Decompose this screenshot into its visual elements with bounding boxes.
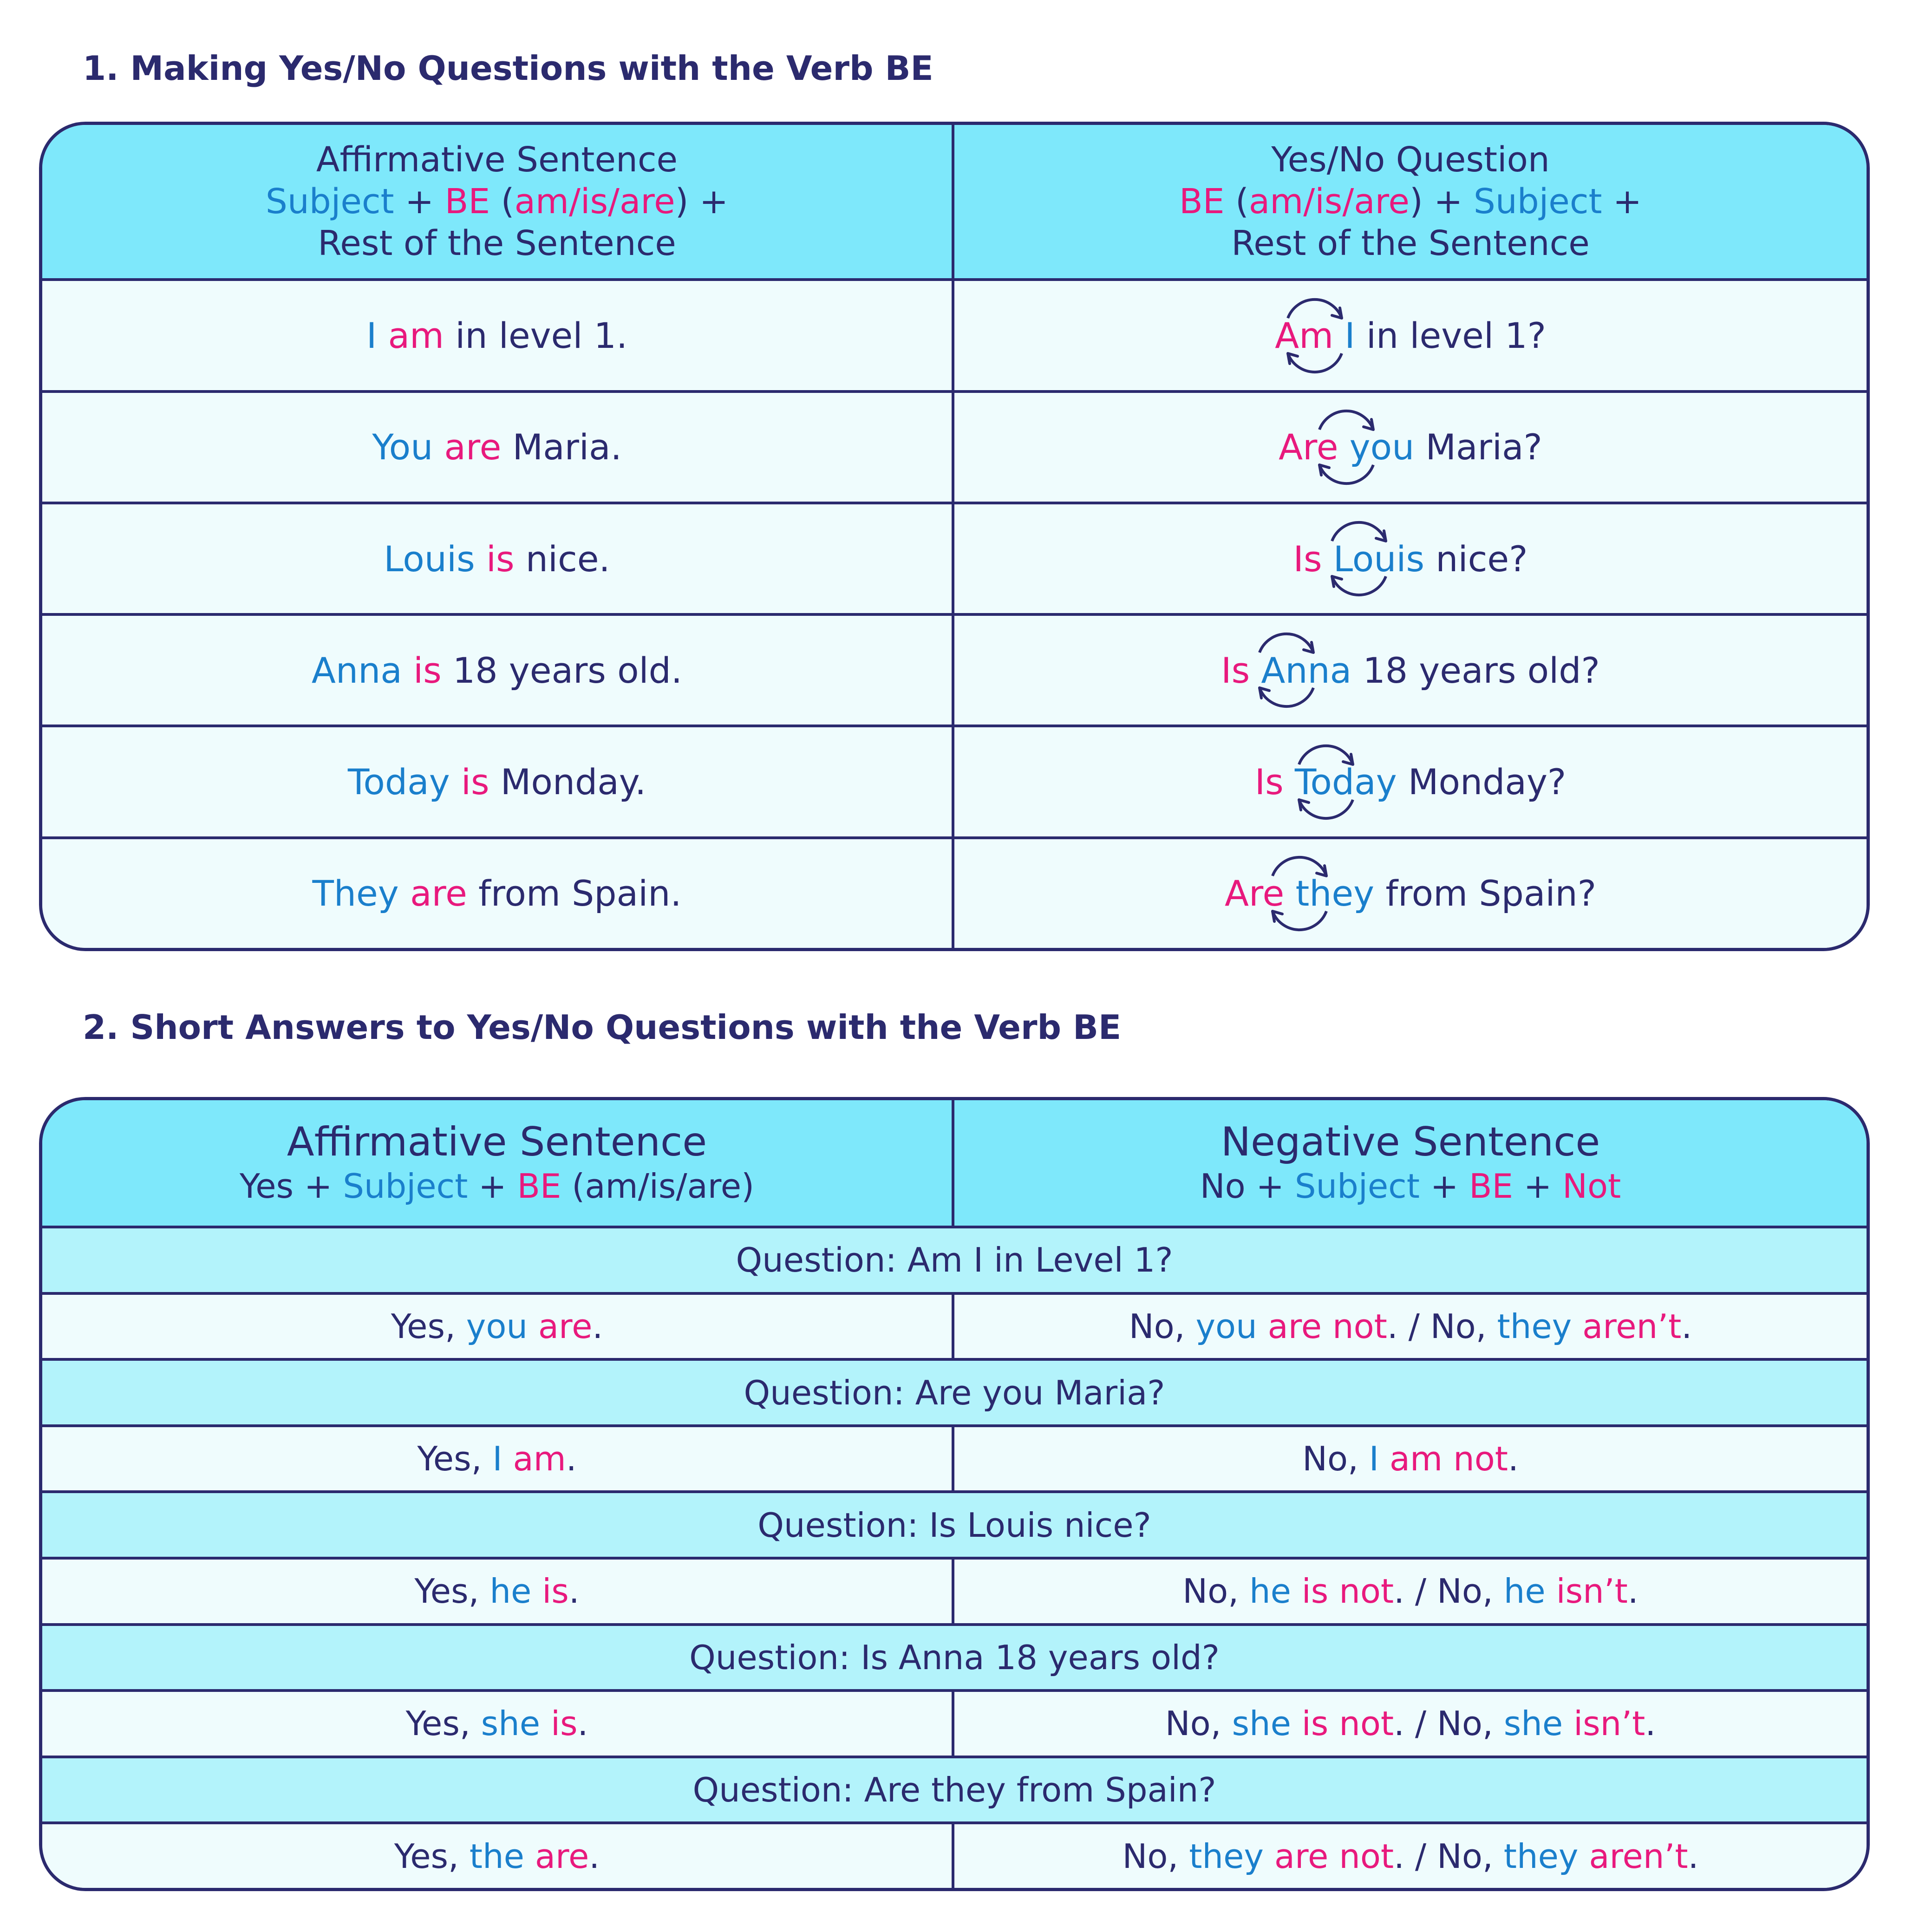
verb-word: Is <box>1293 538 1322 580</box>
verb-word: is <box>550 1704 578 1743</box>
no-word: No, <box>1122 1836 1189 1876</box>
verb-word: Are <box>1224 873 1285 914</box>
rest-text: Maria? <box>1425 426 1542 468</box>
formula-paren: ( <box>490 182 515 222</box>
question-text: Question: Is Louis nice? <box>42 1493 1867 1560</box>
affirmative-answer <box>42 1824 954 1888</box>
formula-be: BE <box>517 1167 561 1206</box>
rest-text: from Spain? <box>1385 873 1597 914</box>
verb-word: are <box>538 1306 593 1346</box>
header-formula <box>954 181 1867 222</box>
period: . <box>566 1439 577 1479</box>
subject-word: Today <box>1294 761 1397 803</box>
period: . <box>1688 1836 1699 1876</box>
separator: . / No, <box>1394 1572 1504 1611</box>
subject-word: they <box>1189 1836 1264 1876</box>
subject-word: you <box>1195 1306 1257 1346</box>
header-formula <box>42 181 952 222</box>
verb-word: Is <box>1221 649 1250 691</box>
header-rest: Rest of the Sentence <box>1231 223 1590 264</box>
affirmative-answer <box>42 1560 954 1626</box>
no-word: No, <box>1302 1439 1369 1479</box>
subject-word: she <box>1503 1704 1563 1743</box>
period: . <box>589 1836 600 1876</box>
rest-text: in level 1. <box>455 315 628 356</box>
formula-subject: Subject <box>1473 182 1602 222</box>
subject-word: they <box>1503 1836 1579 1876</box>
verb-not: are not <box>1267 1306 1387 1346</box>
question-text: Question: Are they from Spain? <box>42 1758 1867 1825</box>
answer-row <box>42 1560 1867 1626</box>
yes-word: Yes, <box>405 1704 481 1743</box>
rest-text: Monday? <box>1408 761 1567 803</box>
rest-text: 18 years old? <box>1363 649 1600 691</box>
section-2-title: 2. Short Answers to Yes/No Questions with the Verb BE <box>83 1008 1122 1047</box>
verb-word: Are <box>1279 426 1338 468</box>
table-row <box>42 393 1867 504</box>
subject-word: You <box>372 426 433 468</box>
subject-word: you <box>466 1306 528 1346</box>
header-title: Yes/No Question <box>1271 140 1550 180</box>
table-row <box>42 504 1867 616</box>
question-text: Question: Are you Maria? <box>42 1361 1867 1427</box>
affirmative-answer <box>42 1692 954 1758</box>
formula-be: BE <box>1469 1167 1513 1206</box>
header-rest: Rest of the Sentence <box>318 223 676 264</box>
period: . <box>1627 1572 1638 1611</box>
affirmative-sentence <box>42 504 954 616</box>
table-row <box>42 616 1867 727</box>
subject-word: they <box>1295 873 1375 914</box>
question-text: Question: Am I in Level 1? <box>42 1228 1867 1295</box>
rest-text: 18 years old. <box>452 649 683 691</box>
question-sentence <box>954 281 1867 392</box>
swap-pair <box>1221 650 1351 691</box>
subject-word: she <box>1232 1704 1291 1743</box>
verb-contraction: aren’t <box>1582 1306 1682 1346</box>
verb-not: is not <box>1301 1572 1394 1611</box>
verb-word: is <box>461 761 490 803</box>
swap-pair <box>1275 315 1355 356</box>
question-sentence <box>954 839 1867 948</box>
period: . <box>568 1572 580 1611</box>
formula-plus: + <box>294 1167 343 1206</box>
separator: . / No, <box>1394 1704 1504 1743</box>
verb-contraction: isn’t <box>1556 1572 1628 1611</box>
separator: . / No, <box>1394 1836 1504 1876</box>
subject-word: he <box>1249 1572 1291 1611</box>
formula-be: BE <box>444 182 490 222</box>
table-header-row <box>42 125 1867 281</box>
question-row <box>42 1493 1867 1560</box>
affirmative-sentence <box>42 727 954 839</box>
formula-forms: am/is/are <box>1248 182 1410 222</box>
affirmative-answer <box>42 1427 954 1494</box>
formula-plus: + <box>1513 1167 1563 1206</box>
header-title: Negative Sentence <box>1221 1119 1600 1166</box>
rest-text: nice. <box>525 538 610 580</box>
subject-word: They <box>312 873 399 914</box>
formula-plus: + <box>1419 1167 1469 1206</box>
formula-paren: ) + <box>675 182 729 222</box>
table-row <box>42 281 1867 392</box>
verb-not: am not <box>1389 1439 1508 1479</box>
rest-text: Maria. <box>512 426 622 468</box>
formula-be: BE <box>1179 182 1225 222</box>
affirmative-answer <box>42 1295 954 1361</box>
formula-subject: Subject <box>265 182 394 222</box>
table-header-row <box>42 1100 1867 1228</box>
section-1-title: 1. Making Yes/No Questions with the Verb BE <box>83 49 933 88</box>
header-formula <box>954 1165 1867 1207</box>
verb-word: Is <box>1254 761 1284 803</box>
subject-word: Louis <box>1333 538 1425 580</box>
formula-plus: + <box>468 1167 517 1206</box>
header-formula <box>42 1165 952 1207</box>
formula-subject: Subject <box>343 1167 468 1206</box>
verb-word: are <box>444 426 502 468</box>
question-sentence <box>954 616 1867 727</box>
question-row <box>42 1626 1867 1692</box>
yes-no-questions-table <box>39 122 1870 951</box>
affirmative-sentence <box>42 281 954 392</box>
period: . <box>1681 1306 1692 1346</box>
yes-word: Yes, <box>391 1306 466 1346</box>
header-title: Affirmative Sentence <box>316 140 678 180</box>
question-row <box>42 1361 1867 1427</box>
affirmative-sentence <box>42 616 954 727</box>
formula-plus: + <box>394 182 445 222</box>
formula-subject: Subject <box>1294 1167 1420 1206</box>
affirmative-sentence <box>42 839 954 948</box>
answer-row <box>42 1824 1867 1888</box>
formula-not: Not <box>1562 1167 1621 1206</box>
negative-answer <box>954 1427 1867 1494</box>
rest-text: in level 1? <box>1366 315 1546 356</box>
verb-contraction: aren’t <box>1589 1836 1688 1876</box>
period: . <box>1645 1704 1656 1743</box>
formula-forms: (am/is/are) <box>561 1167 755 1206</box>
negative-answer <box>954 1560 1867 1626</box>
subject-word: he <box>490 1572 532 1611</box>
swap-pair <box>1255 761 1397 803</box>
period: . <box>592 1306 603 1346</box>
question-sentence <box>954 504 1867 616</box>
answer-row <box>42 1295 1867 1361</box>
verb-contraction: isn’t <box>1573 1704 1645 1743</box>
negative-answer <box>954 1824 1867 1888</box>
verb-not: is not <box>1301 1704 1394 1743</box>
header-question <box>954 125 1867 281</box>
verb-word: is <box>542 1572 569 1611</box>
table-row <box>42 727 1867 839</box>
no-word: No, <box>1129 1306 1196 1346</box>
subject-word: Today <box>347 761 450 803</box>
subject-word: they <box>1497 1306 1572 1346</box>
negative-answer <box>954 1692 1867 1758</box>
table-row <box>42 839 1867 948</box>
yes-word: Yes, <box>414 1572 490 1611</box>
separator: . / No, <box>1387 1306 1497 1346</box>
verb-not: are not <box>1274 1836 1394 1876</box>
short-answers-table <box>39 1097 1870 1891</box>
negative-answer <box>954 1295 1867 1361</box>
subject-word: he <box>1503 1572 1546 1611</box>
verb-word: are <box>535 1836 589 1876</box>
verb-word: am <box>388 315 444 356</box>
header-title: Affirmative Sentence <box>287 1119 707 1166</box>
subject-word: you <box>1349 426 1415 468</box>
formula-paren: ( <box>1224 182 1249 222</box>
verb-word: are <box>410 873 467 914</box>
question-row <box>42 1228 1867 1295</box>
affirmative-sentence <box>42 393 954 504</box>
subject-word: I <box>366 315 377 356</box>
question-sentence <box>954 393 1867 504</box>
question-text: Question: Is Anna 18 years old? <box>42 1626 1867 1692</box>
yes-word: Yes, <box>394 1836 470 1876</box>
answer-row <box>42 1692 1867 1758</box>
yes-word: Yes, <box>417 1439 493 1479</box>
answer-row <box>42 1427 1867 1494</box>
formula-yes: Yes <box>239 1167 294 1206</box>
rest-text: Monday. <box>500 761 646 803</box>
period: . <box>577 1704 588 1743</box>
question-sentence <box>954 727 1867 839</box>
swap-pair <box>1293 538 1425 580</box>
subject-word: the <box>469 1836 524 1876</box>
formula-plus: + <box>1602 182 1642 222</box>
verb-word: is <box>413 649 442 691</box>
formula-plus: + <box>1245 1167 1295 1206</box>
formula-forms: am/is/are <box>514 182 675 222</box>
no-word: No, <box>1165 1704 1232 1743</box>
formula-no: No <box>1200 1167 1246 1206</box>
subject-word: I <box>492 1439 503 1479</box>
header-negative <box>954 1100 1867 1228</box>
subject-word: I <box>1345 315 1355 356</box>
swap-pair <box>1279 426 1414 468</box>
rest-text: nice? <box>1436 538 1528 580</box>
header-affirmative <box>42 1100 954 1228</box>
subject-word: I <box>1369 1439 1379 1479</box>
subject-word: Anna <box>1261 649 1352 691</box>
subject-word: Louis <box>384 538 475 580</box>
period: . <box>1508 1439 1519 1479</box>
verb-word: am <box>513 1439 566 1479</box>
subject-word: she <box>481 1704 541 1743</box>
rest-text: from Spain. <box>478 873 682 914</box>
no-word: No, <box>1182 1572 1249 1611</box>
swap-pair <box>1225 873 1374 914</box>
verb-word: is <box>486 538 515 580</box>
subject-word: Anna <box>311 649 402 691</box>
formula-paren: ) + <box>1409 182 1474 222</box>
question-row <box>42 1758 1867 1825</box>
header-affirmative <box>42 125 954 281</box>
verb-word: Am <box>1275 315 1334 356</box>
